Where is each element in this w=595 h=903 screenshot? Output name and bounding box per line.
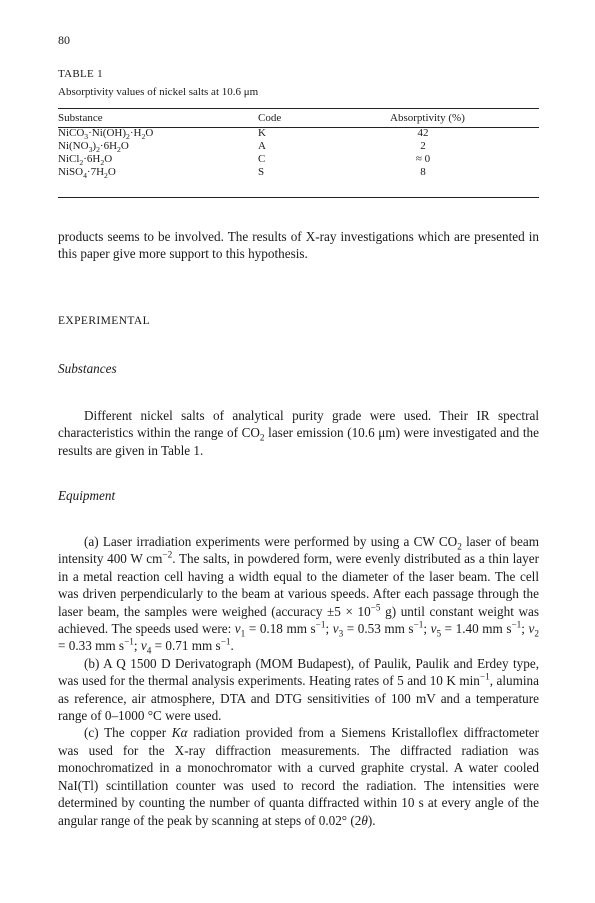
table-bottom-rule <box>58 197 539 198</box>
table-top-rule <box>58 108 539 109</box>
equipment-a-text: (a) Laser irradiation experiments were performed by using a CW $CO_2$ laser of beam intensity 400 W $cm^{-2}$. The salts, in powdered form, were evenly distributed as a thin layer in a metal reaction cell having a width equal to the diameter of the laser beam. The cell was driven perpendicularly to the beam at various speeds. After each passage through the laser beam, the samples were weighed (accuracy $\pm 5 \times 10^{-5}$ g) until constant weight was achieved. The speeds used were: $v_1 = 0.18$ mm $s^{-1}$; $v_3 = 0.53$ mm $s^{-1}$; $v_5 = 1.40$ mm $s^{-1}$; $v_2 = 0.33$ mm $s^{-1}$; $v_4 = 0.71$ mm $s^{-1}$. <box>58 534 539 657</box>
table-row <box>58 127 539 140</box>
substances-text: Different nickel salts of analytical purity grade were used. Their IR spectral characteristics within the range of $CO_2$ laser emission (10.6 μm) were investigated and the results are given in Table 1. <box>58 408 539 458</box>
table-label: TABLE 1 <box>58 68 103 80</box>
table-body <box>58 127 539 179</box>
table-header-row <box>58 110 539 127</box>
header-absorptivity: Absorptivity (%) <box>390 112 465 124</box>
table-row <box>58 166 539 179</box>
cell-substance: $NiSO_4\cdot 7H_2O$ <box>58 166 116 181</box>
cell-substance: $NiCO_3\cdot Ni(OH)_2\cdot H_2O$ <box>58 127 154 142</box>
cell-absorptivity: ≈ 0 <box>415 153 431 165</box>
cell-code: K <box>258 127 266 139</box>
header-substance: Substance <box>58 112 103 124</box>
equipment-paragraphs <box>58 533 539 829</box>
page-number: 80 <box>58 33 70 47</box>
equipment-b-text: (b) A Q 1500 D Derivatograph (MOM Budapest), of Paulik, Paulik and Erdey type, was used for the thermal analysis experiments. Heating rates of 5 and 10 K $\min^{-1}$, alumina as reference, air atmosphere, DTA and DTG sensitivities of 100 mV and a temperature range of 0–1000 °C were used. <box>58 655 539 724</box>
cell-substance: $Ni(NO_3)_2\cdot 6H_2O$ <box>58 140 129 155</box>
cell-code: C <box>258 153 266 165</box>
equipment-c-text: (c) The copper Kα radiation provided from a Siemens Kristalloflex diffractometer was used for the X-ray diffraction measurements. The diffracted radiation was monochromatized in a monochromator with a curved graphite crystal. A water cooled NaI(Tl) scintillation counter was used to record the radiation. The intensities were determined by counting the number of quanta diffracted within 10 s at every angle of the angular range of the peak by scanning at steps of 0.02° (2θ). <box>58 725 539 828</box>
intro-text: products seems to be involved. The results of X-ray investigations which are presented in this paper give more support to this hypothesis. <box>58 229 539 262</box>
subsection-substances: Substances <box>58 361 117 376</box>
cell-absorptivity: 2 <box>420 140 426 152</box>
cell-code: A <box>258 140 266 152</box>
table-caption: Absorptivity values of nickel salts at 10.6 μm <box>58 86 259 98</box>
section-heading: EXPERIMENTAL <box>58 315 151 327</box>
cell-absorptivity: 42 <box>417 127 429 139</box>
table-row <box>58 140 539 153</box>
absorptivity-table <box>58 110 539 179</box>
substances-paragraph <box>58 407 539 459</box>
cell-absorptivity: 8 <box>420 166 426 178</box>
subsection-equipment: Equipment <box>58 488 116 503</box>
table-row <box>58 153 539 166</box>
header-code: Code <box>258 112 282 124</box>
intro-paragraph <box>58 228 539 263</box>
cell-code: S <box>258 166 265 178</box>
cell-substance: $NiCl_2\cdot 6H_2O$ <box>58 153 113 168</box>
